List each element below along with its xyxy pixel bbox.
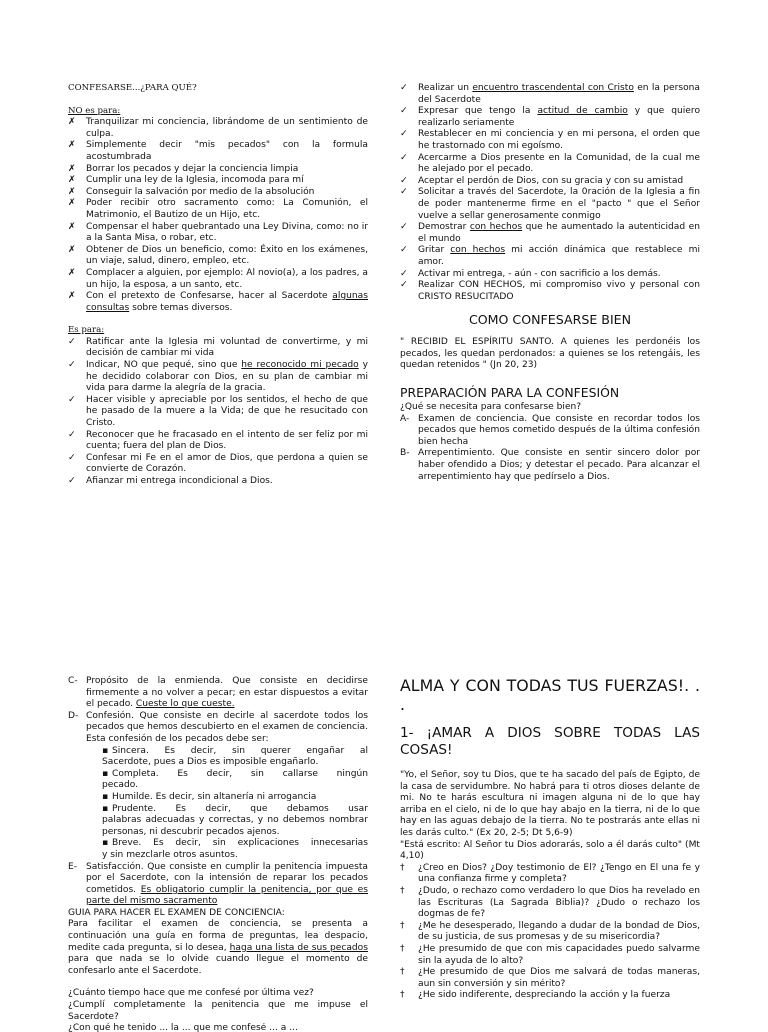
list-item: ✓ Activar mi entrega, - aún - con sacrificio a los demás. bbox=[400, 268, 661, 279]
step-c: C- Propósito de la enmienda. Que consiste en decidirse firmemente a no volver a pecar; en estar dispuestos a evitar el pecado. Cueste lo que cueste. bbox=[68, 676, 368, 710]
list-item: ✓ Demostrar con hechos que he aumentado la autenticidad en el mundo bbox=[400, 222, 700, 244]
check-icon: ✓ bbox=[400, 175, 408, 186]
list-item: ▪ Sincera. Es decir, sin querer engañar al bbox=[102, 745, 368, 756]
list-item: ✓ Indicar, NO que pequé, sino que he reconocido mi pecado y he decidido colaborar con Dios, en su plan de cambiar mi vida para darme la alegría de la gracia. bbox=[68, 360, 369, 394]
list-item: ✗ Tranquilizar mi conciencia, librándome de un sentimiento de culpa. bbox=[68, 117, 368, 139]
square-bullet-icon: ▪ bbox=[102, 803, 109, 814]
check-icon: ✓ bbox=[68, 394, 76, 405]
list-item: ✓ Solicitar a través del Sacerdote, la 0ración de la Iglesia a fin de poder mantenerme firme en el "pacto " que el Señor vuelve a sellar generosamente conmigo bbox=[400, 187, 700, 221]
cross-icon: ✗ bbox=[68, 186, 76, 197]
list-item: ✓ Hacer visible y apreciable por los sentidos, el hecho de que he pasado de la muere a la Vida; de que he resucitado con Cristo. bbox=[68, 394, 368, 429]
list-item: ✓ Acercarme a Dios presente en la Comunidad, de la cual me he alejado por el pecado. bbox=[400, 152, 700, 175]
list-item: ✗ Con el pretexto de Confesarse, hacer al Sacerdote algunas consultas sobre temas diversos. bbox=[68, 291, 368, 313]
scripture-paragraph: "Yo, el Señor, soy tu Dios, que te ha sacado del país de Egipto, de la casa de servidumbre. No habrá para ti otros dioses delante de mi. No te harás escultura ni imagen alguna ni de lo que hay arriba en el cielo, ni de lo que hay abajo en la tierra, ni de lo que hay en las aguas debajo de la tierra. No te postrarás ante ellas ni les darás culto." (Ex 20, 2-5; Dt 5,6-9) bbox=[400, 770, 700, 838]
column-why-confess bbox=[68, 83, 368, 488]
step-d: D- Confesión. Que consiste en decirle al sacerdote todos los pecados que hemos descubierto en el examen de conciencia. Esta confesión de los pecados debe ser: bbox=[68, 710, 368, 744]
check-icon: ✓ bbox=[400, 106, 408, 117]
heading-alma: ALMA Y CON TODAS TUS FUERZAS!. . . bbox=[400, 676, 700, 714]
question-1: ¿Cuánto tiempo hace que me confesé por última vez? bbox=[68, 988, 314, 999]
step-e: E- Satisfacción. Que consiste en cumplir la penitencia impuesta por el Sacerdote, con la intensión de reparar los pecados cometidos. Es obligatorio cumplir la penitencia, por que es parte del mismo sacramento bbox=[68, 861, 368, 907]
list-item: ✗ Obtener de Dios un beneficio, como: Éxito en los exámenes, un viaje, salud, dinero, empleo, etc. bbox=[68, 244, 368, 267]
list-item: ✓ Afianzar mi entrega incondicional a Dios. bbox=[68, 476, 273, 486]
es-para-label: Es para: bbox=[68, 325, 105, 336]
list-item: ✓ Realizar CON HECHOS, mi compromiso vivo y personal con CRISTO RESUCITADO bbox=[400, 280, 700, 302]
list-item: ✗ Complacer a alguien, por ejemplo: Al novio(a), a los padres, a un hijo, la esposa, a un santo, etc. bbox=[68, 267, 368, 290]
check-icon: ✓ bbox=[68, 360, 76, 371]
list-item: ✗ Compensar el haber quebrantado una Ley Divina, como: no ir a la Santa Misa, o robar, etc. bbox=[68, 221, 368, 244]
list-item: ✓ Reconocer que he fracasado en el intento de ser feliz por mi cuenta; fuera del plan de Dios. bbox=[68, 429, 368, 452]
dagger-icon: † bbox=[400, 967, 405, 978]
square-bullet-icon: ▪ bbox=[102, 838, 109, 849]
list-item: ▪ Completa. Es decir, sin callarse ningún bbox=[102, 768, 368, 779]
list-item: ✗ Conseguir la salvación por medio de la absolución bbox=[68, 186, 315, 197]
step-a: A- Examen de conciencia. Que consiste en recordar todos los pecados que hemos cometido después de la última confesión bien hecha bbox=[400, 413, 700, 447]
dagger-icon: † bbox=[400, 862, 405, 873]
list-item-cont: y sin mezclarle otros asuntos. bbox=[102, 849, 238, 860]
cross-icon: ✗ bbox=[68, 291, 76, 302]
heading-amar-a-dios: 1- ¡AMAR A DIOS SOBRE TODAS LAS COSAS! bbox=[400, 725, 700, 758]
no-es-para-label: NO es para: bbox=[68, 105, 121, 116]
list-item: † ¿He presumido de que con mis capacidades puedo salvarme sin la ayuda de lo alto? bbox=[400, 943, 700, 966]
dagger-icon: † bbox=[400, 920, 405, 931]
check-icon: ✓ bbox=[400, 152, 408, 163]
check-icon: ✓ bbox=[68, 452, 76, 463]
scripture-quote: " RECIBID EL ESPÍRITU SANTO. A quienes les perdonéis los pecados, les quedan perdonados: a quienes se los retengáis, les quedan retenidos " (Jn 20, 23) bbox=[400, 337, 700, 371]
list-item: ✗ Simplemente decir "mis pecados" con la formula acostumbrada bbox=[68, 140, 368, 162]
dagger-icon: † bbox=[400, 990, 405, 1001]
purpose-list bbox=[400, 83, 700, 303]
check-icon: ✓ bbox=[400, 268, 408, 279]
cross-icon: ✗ bbox=[68, 221, 76, 232]
list-item: † ¿Dudo, o rechazo como verdadero lo que Dios ha revelado en las Escrituras (La Sagrada Biblia)? ¿Dudo o rechazo los dogmas de fe? bbox=[400, 885, 700, 920]
cross-icon: ✗ bbox=[68, 140, 76, 151]
guia-paragraph: Para facilitar el examen de conciencia, se presenta a continuación una guía en forma de preguntas, lea despacio, medite cada pregunta, si lo desea, haga una lista de sus pecados para que nada se lo olvide cuando llegue el momento de confesarlo ante el Sacerdote. bbox=[68, 919, 368, 976]
cross-icon: ✗ bbox=[68, 198, 76, 209]
list-item: ✓ Aceptar el perdón de Dios, con su gracia y con su amistad bbox=[400, 175, 684, 186]
list-item: ✓ Realizar un encuentro trascendental con Cristo en la persona del Sacerdote bbox=[400, 83, 700, 105]
no-list bbox=[68, 117, 368, 314]
list-item: ▪ Humilde. Es decir, sin altanería ni arrogancia bbox=[102, 791, 317, 802]
check-icon: ✓ bbox=[68, 336, 76, 347]
column-steps-cont bbox=[68, 676, 368, 1032]
section-title: CONFESARSE...¿PARA QUÉ? bbox=[68, 83, 197, 93]
check-icon: ✓ bbox=[68, 429, 76, 440]
list-item: † ¿He sido indiferente, despreciando la acción y la fuerza bbox=[400, 990, 671, 1001]
cross-icon: ✗ bbox=[68, 175, 76, 186]
list-item: ✓ Restablecer en mi conciencia y en mi persona, el orden que he trastornado con mi egoísmo. bbox=[400, 129, 700, 151]
square-bullet-icon: ▪ bbox=[102, 745, 109, 756]
cross-icon: ✗ bbox=[68, 267, 76, 278]
dagger-icon: † bbox=[400, 943, 405, 954]
column-first-commandment bbox=[400, 676, 700, 1002]
cross-icon: ✗ bbox=[68, 163, 76, 174]
list-item-cont: palabras adecuadas y correctas, y no debemos nombrar personas, ni descubrir pecados ajenos. bbox=[102, 815, 368, 837]
cross-icon: ✗ bbox=[68, 117, 76, 128]
yes-list bbox=[68, 337, 368, 488]
check-icon: ✓ bbox=[400, 129, 408, 140]
list-item: ▪ Prudente. Es decir, que debamos usar bbox=[102, 803, 368, 814]
list-item-cont: Sacerdote, pues a Dios es imposible engañarlo. bbox=[102, 757, 319, 768]
list-item: ✓ Confesar mi Fe en el amor de Dios, que perdona a quien se convierte de Corazón. bbox=[68, 452, 368, 475]
examen-questions bbox=[400, 863, 700, 1002]
list-item: ✓ Expresar que tengo la actitud de cambio y que quiero realizarlo seriamente bbox=[400, 106, 701, 128]
question-3: ¿Con qué he tenido ... la ... que me confesé ... a ... bbox=[68, 1023, 298, 1032]
list-item: ✓ Gritar con hechos mi acción dinámica que restablece mi amor. bbox=[400, 245, 700, 267]
column-how-to-confess bbox=[400, 83, 700, 483]
square-bullet-icon: ▪ bbox=[102, 791, 109, 802]
list-item: ✗ Borrar los pecados y dejar la conciencia limpia bbox=[68, 163, 299, 174]
list-item: † ¿He presumido de que Dios me salvará de todas maneras, aun sin conversión y sin mérito? bbox=[400, 967, 700, 989]
scripture-paragraph-2: "Está escrito: Al Señor tu Dios adorarás, solo a él darás culto" (Mt 4,10) bbox=[400, 839, 700, 862]
check-icon: ✓ bbox=[400, 187, 408, 198]
list-item: ✓ Ratificar ante la Iglesia mi voluntad de convertirme, y mi decisión de cambiar mi vida bbox=[68, 336, 368, 359]
list-item: † ¿Me he desesperado, llegando a dudar de la bondad de Dios, de su justicia, de sus promesas y de su misericordia? bbox=[400, 920, 700, 943]
list-item: ✗ Cumplir una ley de la Iglesia, incomoda para mí bbox=[68, 175, 304, 186]
cross-icon: ✗ bbox=[68, 244, 76, 255]
qualities-list bbox=[68, 746, 368, 862]
list-item: † ¿Creo en Dios? ¿Doy testimonio de El? ¿Tengo en El una fe y una confianza firme y completa? bbox=[400, 862, 700, 885]
list-item: ✗ Poder recibir otro sacramento como: La Comunión, el Matrimonio, el Bautizo de un Hijo, etc. bbox=[68, 198, 368, 220]
list-item: ▪ Breve. Es decir, sin explicaciones innecesarias bbox=[102, 838, 368, 849]
check-icon: ✓ bbox=[400, 245, 408, 256]
heading-preparacion: PREPARACIÓN PARA LA CONFESIÓN bbox=[400, 385, 620, 401]
check-icon: ✓ bbox=[400, 222, 408, 233]
check-icon: ✓ bbox=[400, 280, 408, 291]
square-bullet-icon: ▪ bbox=[102, 768, 109, 779]
check-icon: ✓ bbox=[400, 83, 408, 93]
question-text: ¿Qué se necesita para confesarse bien? bbox=[400, 402, 582, 413]
list-item-cont: pecado. bbox=[102, 780, 139, 791]
question-2: ¿Cumplí completamente la penitencia que me impuse el Sacerdote? bbox=[68, 1000, 368, 1022]
check-icon: ✓ bbox=[68, 476, 76, 486]
step-b: B- Arrepentimiento. Que consiste en sentir sincero dolor por haber ofendido a Dios; y detestar el pecado. Para alcanzar el arrepentimiento hay que pedírselo a Dios. bbox=[400, 448, 700, 482]
heading-como-confesarse: COMO CONFESARSE BIEN bbox=[468, 312, 632, 328]
guia-title: GUIA PARA HACER EL EXAMEN DE CONCIENCIA: bbox=[68, 907, 285, 918]
dagger-icon: † bbox=[400, 885, 405, 896]
